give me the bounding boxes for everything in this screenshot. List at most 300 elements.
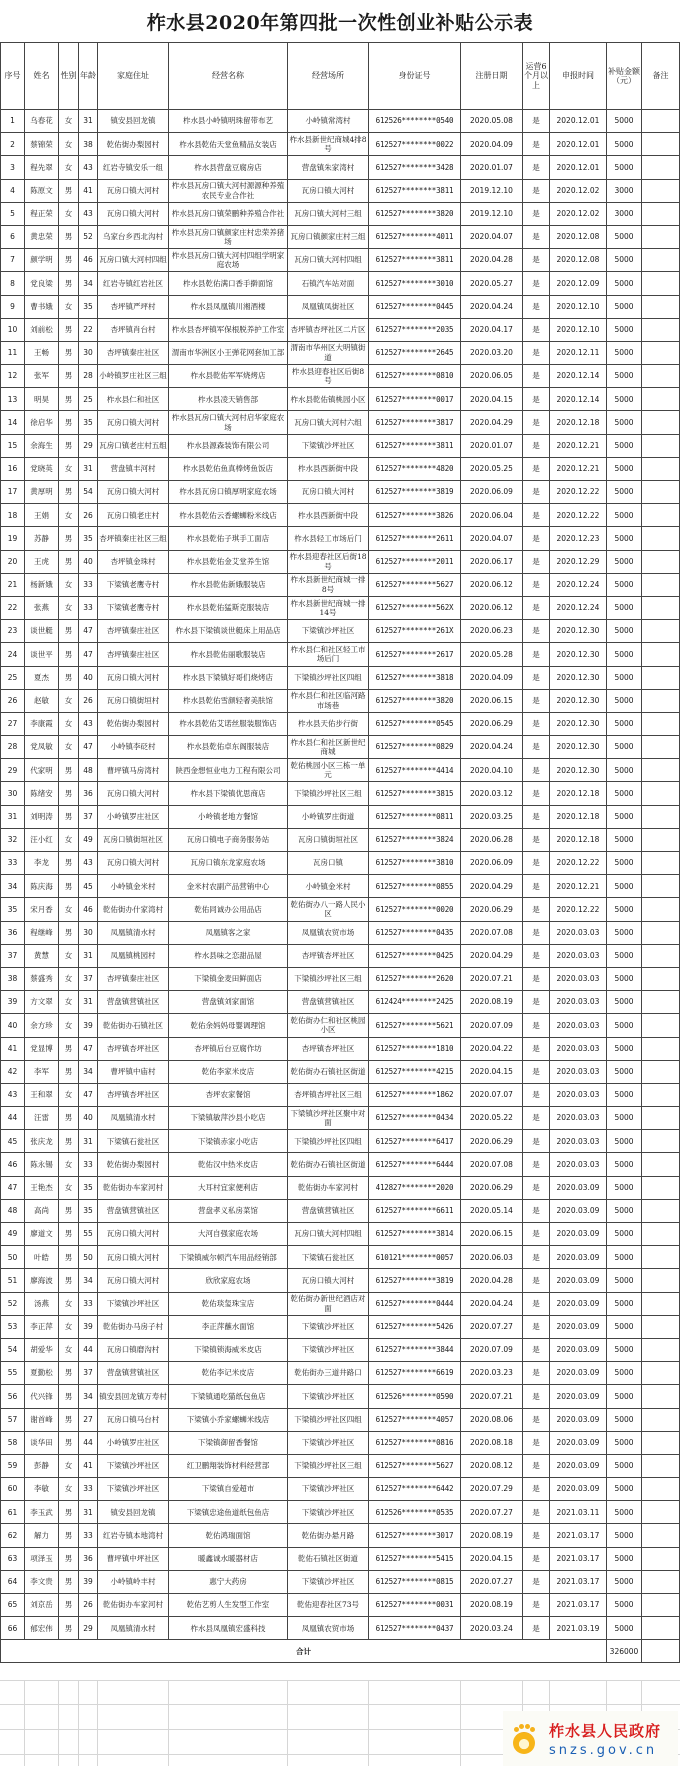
- cell-six-months: 是: [523, 1060, 550, 1083]
- cell-name: 程正荣: [25, 202, 59, 225]
- cell-home-address: 下梁镇老鹰寺村: [98, 573, 169, 596]
- cell-business-location: 柞水县天佑步行街: [288, 712, 369, 735]
- cell-name: 余海生: [25, 434, 59, 457]
- cell-home-address: 瓦房口镇大河村: [98, 1269, 169, 1292]
- cell-gender: 男: [59, 1130, 79, 1153]
- cell-register-date: 2020.08.19: [461, 1594, 523, 1617]
- cell-apply-date: 2020.03.09: [550, 1315, 607, 1338]
- cell-home-address: 乾佑街办马房子村: [98, 1315, 169, 1338]
- cell-age: 35: [79, 1199, 98, 1222]
- cell-id-number: 612527********3811: [369, 434, 461, 457]
- cell-remarks: [642, 481, 680, 504]
- cell-remarks: [642, 596, 680, 619]
- cell-six-months: 是: [523, 1524, 550, 1547]
- table-row: [1, 1594, 680, 1617]
- cell-name: 张庆龙: [25, 1130, 59, 1153]
- cell-register-date: 2020.07.29: [461, 1478, 523, 1501]
- cell-six-months: 是: [523, 1338, 550, 1361]
- cell-remarks: [642, 1617, 680, 1640]
- table-row: [1, 1501, 680, 1524]
- table-row: [1, 782, 680, 805]
- table-row: [1, 875, 680, 898]
- header-apply-date: 申报时间: [550, 43, 607, 110]
- cell-remarks: [642, 736, 680, 759]
- cell-id-number: 612527********3819: [369, 481, 461, 504]
- cell-name: 王娟: [25, 504, 59, 527]
- cell-remarks: [642, 341, 680, 364]
- cell-six-months: 是: [523, 110, 550, 133]
- cell-subsidy-amount: 5000: [607, 689, 642, 712]
- cell-six-months: 是: [523, 1454, 550, 1477]
- cell-home-address: 乾佑街办什家湾村: [98, 898, 169, 921]
- cell-subsidy-amount: 3000: [607, 202, 642, 225]
- cell-business-name: 下梁镇敏萍沙县小吃店: [169, 1107, 288, 1130]
- cell-remarks: [642, 1478, 680, 1501]
- table-row: [1, 1130, 680, 1153]
- cell-id-number: 612527********0816: [369, 1431, 461, 1454]
- cell-apply-date: 2020.03.03: [550, 1014, 607, 1037]
- cell-remarks: [642, 1385, 680, 1408]
- cell-age: 55: [79, 1223, 98, 1246]
- table-row: [1, 1547, 680, 1570]
- cell-business-location: 乾佑街办石镇社区街道: [288, 1060, 369, 1083]
- cell-index: 47: [1, 1176, 25, 1199]
- cell-remarks: [642, 759, 680, 782]
- table-row: [1, 527, 680, 550]
- cell-age: 27: [79, 1408, 98, 1431]
- cell-apply-date: 2020.12.02: [550, 202, 607, 225]
- table-row: [1, 1408, 680, 1431]
- cell-gender: 男: [59, 620, 79, 643]
- cell-subsidy-amount: 5000: [607, 1385, 642, 1408]
- cell-name: 党凤敏: [25, 736, 59, 759]
- cell-business-location: 乾佑街办八一路人民小区: [288, 898, 369, 921]
- cell-name: 夏杰: [25, 666, 59, 689]
- total-row: [1, 1640, 680, 1663]
- cell-name: 廖海波: [25, 1269, 59, 1292]
- cell-business-location: 杏坪镇杏坪社区: [288, 944, 369, 967]
- cell-business-name: 大耳村宜家便利店: [169, 1176, 288, 1199]
- cell-register-date: 2019.12.10: [461, 179, 523, 202]
- cell-home-address: 瓦房口镇老庄村: [98, 504, 169, 527]
- cell-id-number: 612527********0437: [369, 1617, 461, 1640]
- cell-id-number: 612527********3820: [369, 202, 461, 225]
- cell-remarks: [642, 573, 680, 596]
- total-label: 合计: [1, 1640, 607, 1663]
- cell-age: 47: [79, 1037, 98, 1060]
- cell-index: 33: [1, 852, 25, 875]
- cell-apply-date: 2020.03.03: [550, 991, 607, 1014]
- cell-business-name: 下梁镇小乔家螺蛳米线店: [169, 1408, 288, 1431]
- cell-id-number: 612527********4820: [369, 457, 461, 480]
- cell-gender: 女: [59, 596, 79, 619]
- cell-id-number: 612527********0434: [369, 1107, 461, 1130]
- cell-home-address: 乾佑街办梨园村: [98, 1153, 169, 1176]
- cell-gender: 男: [59, 1501, 79, 1524]
- cell-remarks: [642, 1454, 680, 1477]
- cell-name: 徐启华: [25, 411, 59, 434]
- cell-remarks: [642, 1547, 680, 1570]
- cell-index: 4: [1, 179, 25, 202]
- table-row: [1, 434, 680, 457]
- cell-age: 28: [79, 365, 98, 388]
- cell-gender: 男: [59, 550, 79, 573]
- cell-six-months: 是: [523, 712, 550, 735]
- cell-apply-date: 2020.12.10: [550, 295, 607, 318]
- cell-register-date: 2020.06.05: [461, 365, 523, 388]
- cell-home-address: 瓦房口镇磨沟村: [98, 1338, 169, 1361]
- cell-register-date: 2020.07.21: [461, 1385, 523, 1408]
- cell-index: 19: [1, 527, 25, 550]
- cell-gender: 男: [59, 1547, 79, 1570]
- cell-six-months: 是: [523, 1292, 550, 1315]
- cell-name: 陈永锡: [25, 1153, 59, 1176]
- cell-index: 52: [1, 1292, 25, 1315]
- cell-name: 彭静: [25, 1454, 59, 1477]
- cell-register-date: 2020.04.09: [461, 666, 523, 689]
- cell-age: 30: [79, 341, 98, 364]
- cell-gender: 男: [59, 225, 79, 248]
- cell-apply-date: 2020.03.03: [550, 967, 607, 990]
- cell-name: 陈绪安: [25, 782, 59, 805]
- cell-index: 24: [1, 643, 25, 666]
- cell-remarks: [642, 272, 680, 295]
- cell-index: 44: [1, 1107, 25, 1130]
- cell-age: 34: [79, 1060, 98, 1083]
- cell-gender: 女: [59, 828, 79, 851]
- cell-age: 37: [79, 1362, 98, 1385]
- cell-business-name: 渭南市华洲区小王弹花网套加工部: [169, 341, 288, 364]
- table-row: [1, 1524, 680, 1547]
- cell-index: 30: [1, 782, 25, 805]
- cell-index: 63: [1, 1547, 25, 1570]
- table-row: [1, 1570, 680, 1593]
- cell-age: 26: [79, 1594, 98, 1617]
- subsidy-table: [0, 42, 680, 1663]
- cell-apply-date: 2020.03.09: [550, 1223, 607, 1246]
- cell-home-address: 杏坪镇严坪村: [98, 295, 169, 318]
- cell-age: 47: [79, 643, 98, 666]
- cell-apply-date: 2020.03.03: [550, 1060, 607, 1083]
- cell-six-months: 是: [523, 1385, 550, 1408]
- cell-six-months: 是: [523, 1478, 550, 1501]
- table-row: [1, 1083, 680, 1106]
- cell-remarks: [642, 1570, 680, 1593]
- table-row: [1, 388, 680, 411]
- table-row: [1, 852, 680, 875]
- cell-age: 38: [79, 133, 98, 156]
- cell-subsidy-amount: 5000: [607, 1594, 642, 1617]
- cell-register-date: 2020.06.15: [461, 689, 523, 712]
- cell-six-months: 是: [523, 295, 550, 318]
- cell-apply-date: 2020.12.29: [550, 550, 607, 573]
- cell-six-months: 是: [523, 225, 550, 248]
- cell-remarks: [642, 689, 680, 712]
- cell-business-name: 杏坪镇后台豆腐作坊: [169, 1037, 288, 1060]
- cell-subsidy-amount: 5000: [607, 712, 642, 735]
- table-row: [1, 1385, 680, 1408]
- cell-name: 叶皓: [25, 1246, 59, 1269]
- cell-index: 29: [1, 759, 25, 782]
- cell-id-number: 612527********0811: [369, 805, 461, 828]
- table-row: [1, 759, 680, 782]
- cell-home-address: 瓦房口镇马台村: [98, 1408, 169, 1431]
- cell-business-location: 营盘镇朱家湾村: [288, 156, 369, 179]
- cell-home-address: 小岭镇罗庄社区三组: [98, 365, 169, 388]
- cell-business-location: 乾佑街办悬月路: [288, 1524, 369, 1547]
- cell-name: 项泽玉: [25, 1547, 59, 1570]
- cell-id-number: 612527********6417: [369, 1130, 461, 1153]
- cell-name: 李军: [25, 1060, 59, 1083]
- cell-six-months: 是: [523, 550, 550, 573]
- cell-business-name: 暖鑫诚水暖器材店: [169, 1547, 288, 1570]
- cell-id-number: 612527********1810: [369, 1037, 461, 1060]
- cell-index: 26: [1, 689, 25, 712]
- cell-age: 35: [79, 527, 98, 550]
- cell-age: 37: [79, 805, 98, 828]
- cell-remarks: [642, 1176, 680, 1199]
- cell-gender: 女: [59, 156, 79, 179]
- cell-index: 59: [1, 1454, 25, 1477]
- cell-business-location: 乾佑街办三道井路口: [288, 1362, 369, 1385]
- cell-subsidy-amount: 5000: [607, 1547, 642, 1570]
- cell-gender: 女: [59, 1083, 79, 1106]
- cell-six-months: 是: [523, 991, 550, 1014]
- cell-business-name: 柞水县乾佑雪颜轻奢美肤馆: [169, 689, 288, 712]
- cell-name: 张燕: [25, 596, 59, 619]
- cell-name: 代兴锋: [25, 1385, 59, 1408]
- cell-gender: 男: [59, 1199, 79, 1222]
- cell-remarks: [642, 156, 680, 179]
- cell-subsidy-amount: 5000: [607, 1338, 642, 1361]
- table-row: [1, 643, 680, 666]
- cell-home-address: 瓦房口镇街垣村: [98, 689, 169, 712]
- cell-name: 李康霞: [25, 712, 59, 735]
- table-row: [1, 272, 680, 295]
- cell-business-name: 柞水县下梁镇谈世艇床上用品店: [169, 620, 288, 643]
- cell-home-address: 凤凰镇清水村: [98, 921, 169, 944]
- header-remarks: 备注: [642, 43, 680, 110]
- cell-apply-date: 2021.03.17: [550, 1524, 607, 1547]
- table-row: [1, 481, 680, 504]
- cell-business-location: 石镇汽车站对面: [288, 272, 369, 295]
- cell-age: 40: [79, 1107, 98, 1130]
- cell-home-address: 瓦房口镇大河村四组: [98, 249, 169, 272]
- cell-name: 黄慧: [25, 944, 59, 967]
- cell-six-months: 是: [523, 1037, 550, 1060]
- cell-id-number: 612527********0425: [369, 944, 461, 967]
- cell-name: 王虎: [25, 550, 59, 573]
- cell-gender: 男: [59, 782, 79, 805]
- cell-business-location: 柞水县仁和社区新世纪商城: [288, 736, 369, 759]
- cell-home-address: 瓦房口镇大河村: [98, 481, 169, 504]
- cell-id-number: 612527********3811: [369, 249, 461, 272]
- cell-index: 37: [1, 944, 25, 967]
- cell-index: 65: [1, 1594, 25, 1617]
- cell-apply-date: 2020.12.08: [550, 249, 607, 272]
- cell-age: 47: [79, 736, 98, 759]
- cell-name: 谢首峰: [25, 1408, 59, 1431]
- cell-register-date: 2020.08.18: [461, 1431, 523, 1454]
- cell-register-date: 2020.06.17: [461, 550, 523, 573]
- cell-apply-date: 2020.03.09: [550, 1431, 607, 1454]
- cell-age: 33: [79, 596, 98, 619]
- cell-register-date: 2020.06.29: [461, 712, 523, 735]
- cell-id-number: 612527********3818: [369, 666, 461, 689]
- cell-six-months: 是: [523, 1408, 550, 1431]
- cell-age: 43: [79, 156, 98, 179]
- cell-id-number: 612527********0020: [369, 898, 461, 921]
- cell-index: 49: [1, 1223, 25, 1246]
- cell-register-date: 2020.07.09: [461, 1014, 523, 1037]
- cell-gender: 男: [59, 365, 79, 388]
- cell-remarks: [642, 1315, 680, 1338]
- cell-subsidy-amount: 5000: [607, 527, 642, 550]
- table-row: [1, 620, 680, 643]
- cell-remarks: [642, 1524, 680, 1547]
- cell-remarks: [642, 1338, 680, 1361]
- cell-business-location: 凤凰镇农贸市场: [288, 1617, 369, 1640]
- cell-index: 36: [1, 921, 25, 944]
- table-row: [1, 1338, 680, 1361]
- cell-remarks: [642, 550, 680, 573]
- cell-home-address: 下梁镇沙坪社区: [98, 1454, 169, 1477]
- cell-business-location: 柞水县迎春社区后街8号: [288, 365, 369, 388]
- cell-six-months: 是: [523, 434, 550, 457]
- cell-index: 1: [1, 110, 25, 133]
- cell-business-location: 渭南市华州区大明镇街道: [288, 341, 369, 364]
- cell-apply-date: 2021.03.19: [550, 1617, 607, 1640]
- table-row: [1, 805, 680, 828]
- cell-subsidy-amount: 5000: [607, 1199, 642, 1222]
- cell-business-name: 柞水县乾佑满口香手擀面馆: [169, 272, 288, 295]
- cell-name: 胡爱华: [25, 1338, 59, 1361]
- table-row: [1, 156, 680, 179]
- cell-id-number: 612527********0031: [369, 1594, 461, 1617]
- cell-business-name: 柞水县下梁镇好哥们烧烤店: [169, 666, 288, 689]
- table-row: [1, 1269, 680, 1292]
- cell-apply-date: 2021.03.17: [550, 1594, 607, 1617]
- cell-business-location: 下梁镇沙坪社区: [288, 1431, 369, 1454]
- cell-index: 8: [1, 272, 25, 295]
- cell-home-address: 小岭镇岭丰村: [98, 1570, 169, 1593]
- table-row: [1, 225, 680, 248]
- cell-id-number: 612527********3017: [369, 1524, 461, 1547]
- cell-home-address: 瓦房口镇街垣社区: [98, 828, 169, 851]
- cell-gender: 男: [59, 1269, 79, 1292]
- cell-name: 党晓英: [25, 457, 59, 480]
- cell-age: 35: [79, 411, 98, 434]
- cell-six-months: 是: [523, 179, 550, 202]
- cell-id-number: 612527********5426: [369, 1315, 461, 1338]
- cell-business-location: 小岭镇金米村: [288, 875, 369, 898]
- cell-register-date: 2020.04.17: [461, 318, 523, 341]
- cell-remarks: [642, 434, 680, 457]
- cell-index: 54: [1, 1338, 25, 1361]
- table-row: [1, 828, 680, 851]
- cell-age: 47: [79, 620, 98, 643]
- cell-id-number: 612424********2425: [369, 991, 461, 1014]
- cell-business-name: 柞水县乾佑军军烧烤店: [169, 365, 288, 388]
- cell-register-date: 2020.06.15: [461, 1223, 523, 1246]
- cell-business-location: 柞水县乾佑镇桃园小区: [288, 388, 369, 411]
- cell-business-location: 下梁镇沙坪社区: [288, 1385, 369, 1408]
- cell-apply-date: 2020.12.24: [550, 573, 607, 596]
- cell-subsidy-amount: 5000: [607, 110, 642, 133]
- cell-apply-date: 2020.03.09: [550, 1338, 607, 1361]
- cell-gender: 男: [59, 1223, 79, 1246]
- cell-remarks: [642, 782, 680, 805]
- cell-remarks: [642, 1408, 680, 1431]
- cell-index: 51: [1, 1269, 25, 1292]
- cell-remarks: [642, 1362, 680, 1385]
- cell-subsidy-amount: 5000: [607, 944, 642, 967]
- cell-subsidy-amount: 5000: [607, 1478, 642, 1501]
- cell-business-name: 乾佑余妈妈母婴调理馆: [169, 1014, 288, 1037]
- cell-index: 41: [1, 1037, 25, 1060]
- cell-home-address: 小岭镇金米村: [98, 875, 169, 898]
- cell-remarks: [642, 411, 680, 434]
- table-row: [1, 1176, 680, 1199]
- cell-business-name: 陕西金想恒业电力工程有限公司: [169, 759, 288, 782]
- cell-subsidy-amount: 5000: [607, 852, 642, 875]
- cell-home-address: 营盘镇丰河村: [98, 457, 169, 480]
- cell-apply-date: 2020.03.03: [550, 944, 607, 967]
- cell-index: 34: [1, 875, 25, 898]
- cell-name: 汤燕: [25, 1292, 59, 1315]
- cell-index: 28: [1, 736, 25, 759]
- cell-business-name: 柞水县凌天销售部: [169, 388, 288, 411]
- cell-gender: 男: [59, 1246, 79, 1269]
- cell-gender: 女: [59, 1315, 79, 1338]
- header-six-months: 运营6个月以上: [523, 43, 550, 110]
- cell-age: 54: [79, 481, 98, 504]
- cell-apply-date: 2020.12.18: [550, 411, 607, 434]
- cell-age: 31: [79, 457, 98, 480]
- cell-id-number: 612527********5627: [369, 1454, 461, 1477]
- cell-age: 50: [79, 1246, 98, 1269]
- cell-id-number: 612527********3428: [369, 156, 461, 179]
- cell-apply-date: 2020.03.09: [550, 1199, 607, 1222]
- cell-name: 黄厚明: [25, 481, 59, 504]
- cell-business-name: 乾佑李家米皮店: [169, 1060, 288, 1083]
- cell-business-name: 柞水县下梁镇优思商店: [169, 782, 288, 805]
- cell-home-address: 红岩寺镇本地湾村: [98, 1524, 169, 1547]
- cell-home-address: 下梁镇石瓮社区: [98, 1130, 169, 1153]
- cell-name: 郁宏伟: [25, 1617, 59, 1640]
- cell-home-address: 下梁镇沙坪社区: [98, 1478, 169, 1501]
- cell-index: 23: [1, 620, 25, 643]
- table-row: [1, 1014, 680, 1037]
- cell-remarks: [642, 1246, 680, 1269]
- cell-subsidy-amount: 5000: [607, 736, 642, 759]
- cell-gender: 男: [59, 434, 79, 457]
- cell-business-name: 下梁镇威尔顿汽车用品经销部: [169, 1246, 288, 1269]
- cell-index: 16: [1, 457, 25, 480]
- cell-business-name: 柞水县瓦房口镇大河村启华家庭农场: [169, 411, 288, 434]
- cell-name: 谈华田: [25, 1431, 59, 1454]
- cell-name: 党良梁: [25, 272, 59, 295]
- cell-id-number: 612527********5415: [369, 1547, 461, 1570]
- cell-register-date: 2020.07.09: [461, 1338, 523, 1361]
- table-row: [1, 295, 680, 318]
- cell-remarks: [642, 295, 680, 318]
- cell-gender: 男: [59, 272, 79, 295]
- cell-home-address: 瓦房口镇大河村: [98, 1246, 169, 1269]
- cell-business-location: 下梁镇沙坪社区: [288, 434, 369, 457]
- table-row: [1, 318, 680, 341]
- cell-age: 49: [79, 828, 98, 851]
